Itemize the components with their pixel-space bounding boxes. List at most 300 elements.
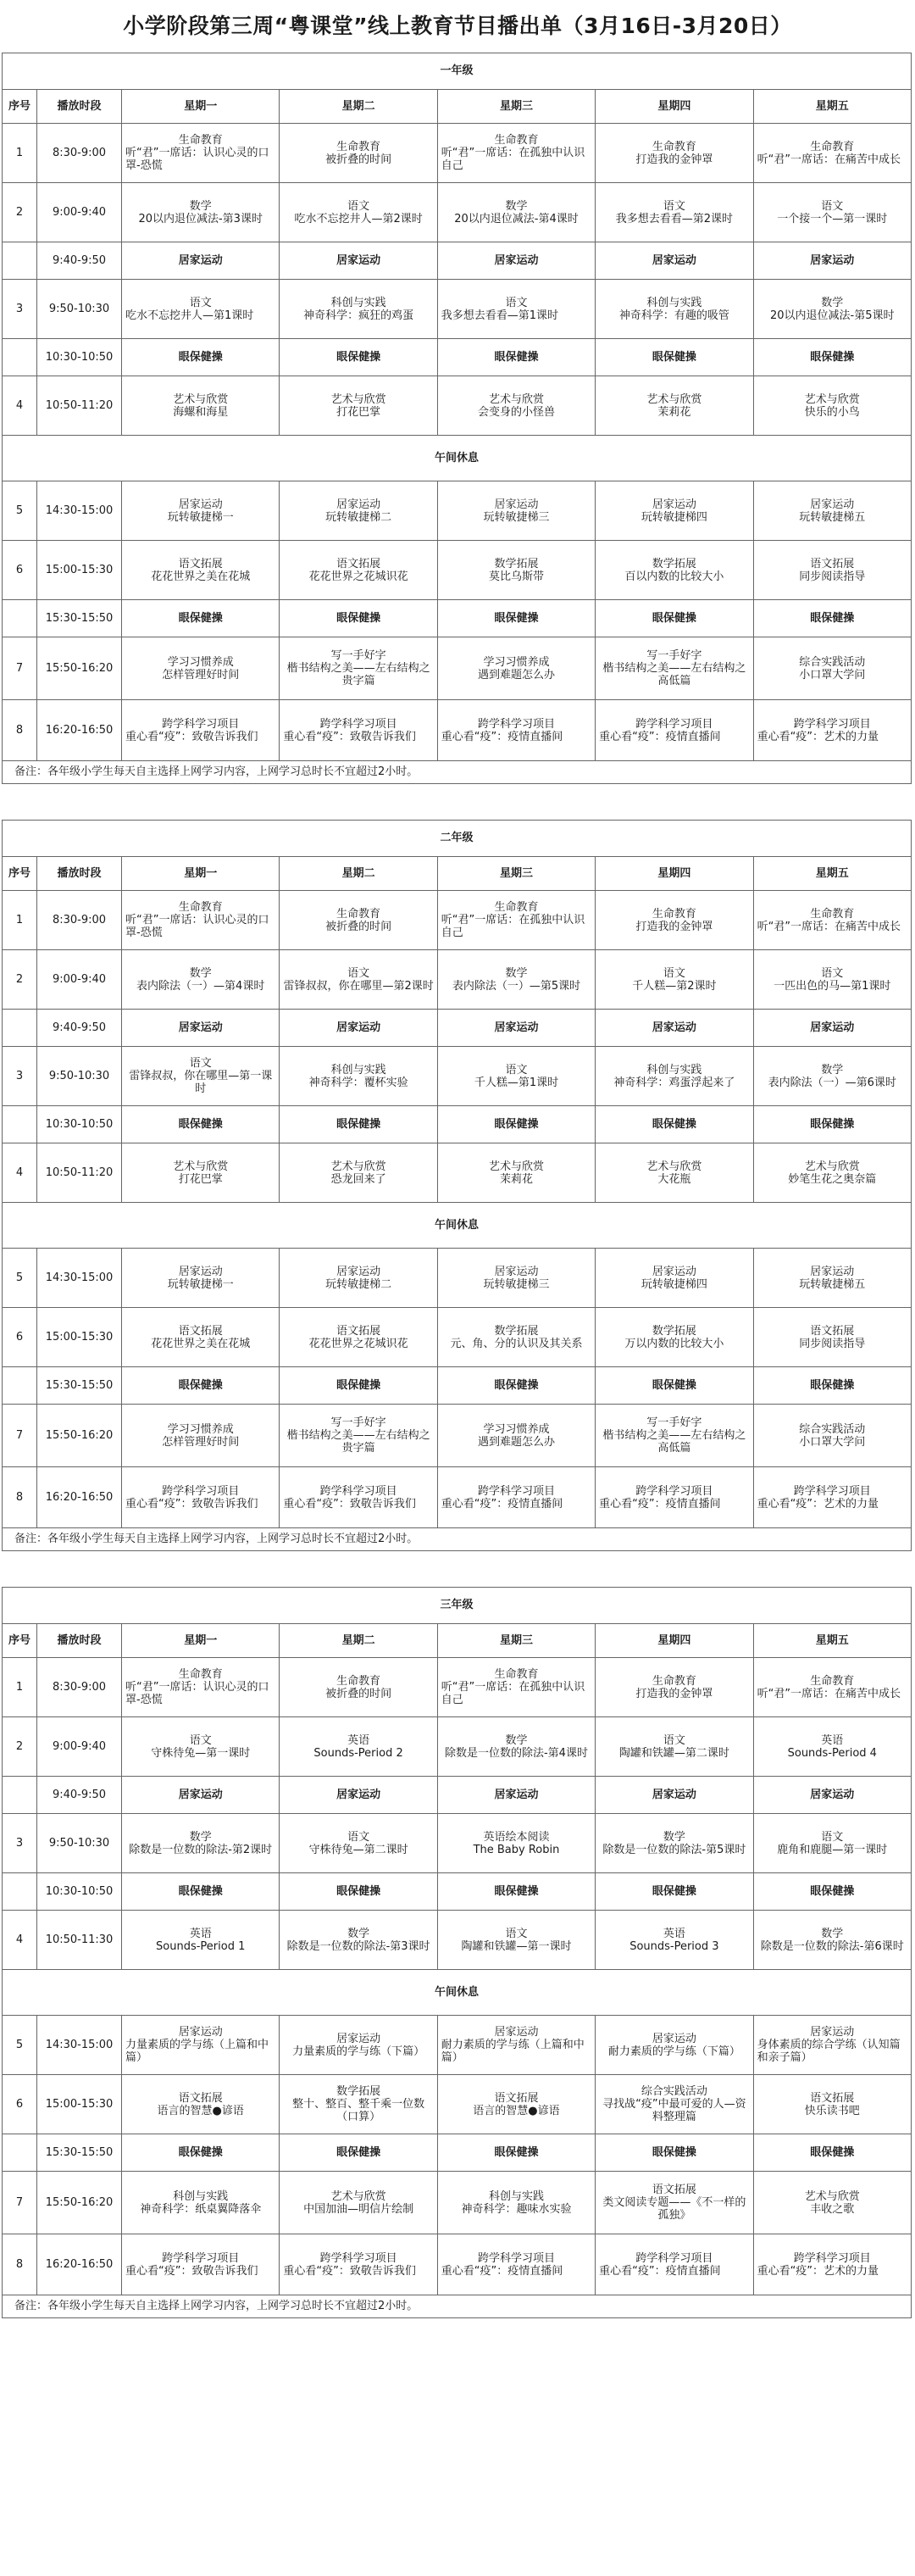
time-slot: 9:00-9:40 xyxy=(37,1717,122,1777)
lesson-cell xyxy=(753,1911,911,1970)
row-number: 3 xyxy=(3,1814,37,1873)
lesson-topic: 会变身的小怪兽 xyxy=(477,405,555,419)
lesson-topic: 小口罩大学问 xyxy=(799,1435,866,1449)
lesson-topic: 重心看“疫”：艺术的力量 xyxy=(757,730,879,743)
break-activity-name: 眼保健操 xyxy=(336,1379,381,1392)
lesson-topic: 中国加油—明信片绘制 xyxy=(303,2202,414,2216)
page-title: 小学阶段第三周“粤课堂”线上教育节目播出单（3月16日-3月20日） xyxy=(123,14,792,38)
lesson-row xyxy=(3,1717,912,1777)
row-number xyxy=(3,2134,37,2172)
lesson-cell xyxy=(596,2016,753,2075)
lesson-row xyxy=(3,891,912,950)
break-activity-cell xyxy=(280,1367,437,1405)
subject-name: 居家运动 xyxy=(178,1265,223,1278)
grade-section xyxy=(2,1587,912,2318)
lesson-row xyxy=(3,2016,912,2075)
lesson-topic: 神奇科学：趣味水实验 xyxy=(461,2202,572,2216)
lesson-cell xyxy=(437,950,595,1010)
subject-name: 数学拓展 xyxy=(494,1324,539,1338)
lesson-row xyxy=(3,2234,912,2295)
subject-name: 数学拓展 xyxy=(336,2085,381,2098)
subject-name: 数学 xyxy=(505,966,528,980)
column-header: 星期五 xyxy=(753,90,911,124)
break-activity-cell xyxy=(280,1873,437,1911)
lesson-topic: 莫比乌斯带 xyxy=(488,570,544,583)
lesson-topic: 重心看“疫”：疫情直播间 xyxy=(441,2264,563,2278)
lesson-cell xyxy=(753,2075,911,2134)
lesson-row xyxy=(3,1047,912,1106)
break-activity-name: 居家运动 xyxy=(178,1789,223,1801)
lesson-topic: 耐力素质的学与练（下篇） xyxy=(607,2045,740,2058)
grade-section xyxy=(2,53,912,784)
lesson-cell xyxy=(280,1467,437,1528)
break-activity-name: 眼保健操 xyxy=(178,351,223,364)
lesson-cell xyxy=(122,950,280,1010)
subject-name: 学习习惯养成 xyxy=(167,655,234,669)
lesson-cell xyxy=(122,280,280,339)
subject-name: 跨学科学习项目 xyxy=(793,2251,871,2265)
lesson-cell xyxy=(596,1405,753,1467)
lesson-cell xyxy=(280,1405,437,1467)
lesson-cell xyxy=(753,637,911,700)
subject-name: 居家运动 xyxy=(494,2026,539,2039)
lesson-topic: 除数是一位数的除法-第3课时 xyxy=(286,1939,430,1953)
subject-name: 数学 xyxy=(189,199,212,213)
lesson-topic: 元、角、分的认识及其关系 xyxy=(450,1337,583,1350)
lesson-cell xyxy=(437,637,595,700)
subject-name: 艺术与欣赏 xyxy=(804,2189,860,2203)
note-text: 备注：各年级小学生每天自主选择上网学习内容，上网学习总时长不宜超过2小时。 xyxy=(2,1528,912,1551)
break-activity-cell xyxy=(753,339,911,376)
subject-name: 跨学科学习项目 xyxy=(477,2251,555,2265)
subject-name: 生命教育 xyxy=(810,1674,855,1688)
row-number: 1 xyxy=(3,1658,37,1717)
lesson-topic: 怎样管理好时间 xyxy=(162,668,240,682)
grade-title: 一年级 xyxy=(2,53,912,89)
subject-name: 跨学科学习项目 xyxy=(477,717,555,731)
lesson-topic: 守株待兔—第二课时 xyxy=(308,1843,408,1856)
row-number xyxy=(3,1010,37,1047)
time-slot: 10:30-10:50 xyxy=(37,1873,122,1911)
subject-name: 艺术与欣赏 xyxy=(173,392,229,406)
subject-name: 数学 xyxy=(189,1830,212,1844)
break-activity-name: 眼保健操 xyxy=(652,1118,696,1131)
time-slot: 9:50-10:30 xyxy=(37,1814,122,1873)
lesson-topic: 神奇科学：纸桌翼降落伞 xyxy=(140,2202,262,2216)
subject-name: 跨学科学习项目 xyxy=(319,1484,397,1498)
subject-name: 数学 xyxy=(663,1830,685,1844)
lesson-cell xyxy=(437,2234,595,2295)
break-activity-cell xyxy=(437,242,595,280)
lesson-topic: Sounds-Period 4 xyxy=(787,1746,877,1760)
lesson-topic: 打花巴掌 xyxy=(178,1172,223,1186)
break-activity-cell xyxy=(437,2134,595,2172)
lesson-topic: 除数是一位数的除法-第2课时 xyxy=(129,1843,273,1856)
lesson-cell xyxy=(753,1143,911,1203)
header-row xyxy=(3,857,912,891)
lesson-cell xyxy=(122,124,280,183)
lesson-cell xyxy=(596,1047,753,1106)
subject-name: 语文 xyxy=(347,199,370,213)
subject-name: 语文 xyxy=(505,1063,528,1077)
lesson-topic: 整十、整百、整千乘一位数（口算） xyxy=(292,2098,425,2123)
subject-name: 生命教育 xyxy=(494,134,539,147)
lesson-topic: 力量素质的学与练（上篇和中篇） xyxy=(125,2039,269,2064)
row-number: 4 xyxy=(3,1911,37,1970)
row-number: 7 xyxy=(3,1405,37,1467)
row-number: 8 xyxy=(3,700,37,761)
lesson-cell xyxy=(280,950,437,1010)
column-header: 星期三 xyxy=(437,90,595,124)
subject-name: 居家运动 xyxy=(178,2026,223,2039)
subject-name: 生命教育 xyxy=(810,907,855,921)
lesson-topic: 打造我的金钟罩 xyxy=(635,1687,713,1700)
lesson-topic: 打造我的金钟罩 xyxy=(635,153,713,166)
lesson-topic: 楷书结构之美——左右结构之贵字篇 xyxy=(286,662,430,687)
subject-name: 科创与实践 xyxy=(173,2189,229,2203)
lesson-cell xyxy=(753,1249,911,1308)
break-activity-cell xyxy=(753,242,911,280)
subject-name: 居家运动 xyxy=(810,1265,855,1278)
lesson-cell xyxy=(280,280,437,339)
lesson-topic: Sounds-Period 2 xyxy=(313,1746,403,1760)
section-gap xyxy=(0,784,915,820)
lesson-cell xyxy=(280,891,437,950)
lesson-cell xyxy=(122,1143,280,1203)
lesson-cell xyxy=(437,1467,595,1528)
lesson-topic: 玩转敏捷梯一 xyxy=(167,510,234,524)
row-number xyxy=(3,339,37,376)
lesson-topic: 耐力素质的学与练（上篇和中篇） xyxy=(441,2039,585,2064)
lesson-cell xyxy=(437,700,595,761)
lesson-cell xyxy=(280,2172,437,2234)
lesson-topic: 千人糕—第1课时 xyxy=(474,1076,559,1089)
lesson-cell xyxy=(122,1047,280,1106)
subject-name: 艺术与欣赏 xyxy=(330,392,386,406)
row-number: 6 xyxy=(3,541,37,600)
lesson-cell xyxy=(122,2075,280,2134)
row-number: 2 xyxy=(3,183,37,242)
subject-name: 居家运动 xyxy=(652,2032,696,2045)
break-activity-cell xyxy=(122,339,280,376)
noon-break-row xyxy=(3,1970,912,2016)
subject-name: 语文拓展 xyxy=(336,557,381,570)
break-activity-name: 眼保健操 xyxy=(810,2146,855,2159)
lesson-cell xyxy=(753,2016,911,2075)
break-activity-name: 眼保健操 xyxy=(178,1118,223,1131)
lesson-cell xyxy=(280,1911,437,1970)
break-activity-cell xyxy=(437,1777,595,1814)
subject-name: 居家运动 xyxy=(810,2026,855,2039)
row-number xyxy=(3,1873,37,1911)
column-header: 星期一 xyxy=(122,1624,280,1658)
lesson-topic: 听“君”一席话：在孤独中认识自己 xyxy=(441,914,585,939)
break-activity-name: 居家运动 xyxy=(494,1021,539,1034)
time-slot: 10:50-11:30 xyxy=(37,1911,122,1970)
subject-name: 语文 xyxy=(663,1733,685,1747)
lesson-topic: 玩转敏捷梯四 xyxy=(640,510,707,524)
subject-name: 艺术与欣赏 xyxy=(804,1160,860,1173)
lesson-row xyxy=(3,1405,912,1467)
lesson-topic: 重心看“疫”：致敬告诉我们 xyxy=(283,2264,416,2278)
lesson-cell xyxy=(753,1658,911,1717)
subject-name: 数学拓展 xyxy=(494,557,539,570)
break-activity-cell xyxy=(122,242,280,280)
lesson-row xyxy=(3,280,912,339)
subject-name: 居家运动 xyxy=(810,498,855,511)
lesson-cell xyxy=(280,637,437,700)
subject-name: 语文拓展 xyxy=(810,2091,855,2105)
lesson-row xyxy=(3,2075,912,2134)
subject-name: 生命教育 xyxy=(494,901,539,914)
lesson-cell xyxy=(122,1911,280,1970)
time-slot: 10:50-11:20 xyxy=(37,376,122,436)
lesson-cell xyxy=(753,2172,911,2234)
break-activity-cell xyxy=(280,1777,437,1814)
subject-name: 语文 xyxy=(505,1927,528,1940)
lesson-topic: 遇到难题怎么办 xyxy=(477,1435,555,1449)
header-row xyxy=(3,1624,912,1658)
lesson-cell xyxy=(280,481,437,541)
subject-name: 科创与实践 xyxy=(330,1063,386,1077)
subject-name: 学习习惯养成 xyxy=(483,1422,550,1436)
subject-name: 跨学科学习项目 xyxy=(793,717,871,731)
subject-name: 学习习惯养成 xyxy=(167,1422,234,1436)
lesson-cell xyxy=(437,280,595,339)
break-activity-name: 居家运动 xyxy=(494,254,539,267)
lesson-cell xyxy=(753,1047,911,1106)
break-row xyxy=(3,2134,912,2172)
subject-name: 语文 xyxy=(505,296,528,309)
lesson-topic: 表内除法（一）—第6课时 xyxy=(768,1076,896,1089)
lesson-cell xyxy=(753,1814,911,1873)
break-activity-cell xyxy=(122,1367,280,1405)
section-gap xyxy=(0,1551,915,1587)
noon-break-row xyxy=(3,436,912,481)
lesson-cell xyxy=(753,541,911,600)
subject-name: 英语 xyxy=(189,1927,212,1940)
time-slot: 10:30-10:50 xyxy=(37,339,122,376)
subject-name: 数学 xyxy=(347,1927,370,1940)
subject-name: 语文 xyxy=(189,1733,212,1747)
lesson-topic: 玩转敏捷梯五 xyxy=(799,510,866,524)
row-number: 8 xyxy=(3,2234,37,2295)
time-slot: 15:30-15:50 xyxy=(37,1367,122,1405)
subject-name: 生命教育 xyxy=(652,907,696,921)
break-activity-name: 眼保健操 xyxy=(336,1885,381,1898)
lesson-topic: 重心看“疫”：疫情直播间 xyxy=(599,1497,721,1511)
subject-name: 数学 xyxy=(821,1927,844,1940)
lesson-topic: 寻找战“疫”中最可爱的人—资料整理篇 xyxy=(602,2098,746,2123)
time-slot: 15:50-16:20 xyxy=(37,1405,122,1467)
break-activity-name: 眼保健操 xyxy=(494,1118,539,1131)
lesson-topic: 千人糕—第2课时 xyxy=(632,979,717,993)
lesson-topic: 遇到难题怎么办 xyxy=(477,668,555,682)
break-activity-name: 居家运动 xyxy=(652,1021,696,1034)
lesson-cell xyxy=(437,1658,595,1717)
break-activity-name: 眼保健操 xyxy=(178,1885,223,1898)
lesson-cell xyxy=(280,541,437,600)
break-activity-name: 眼保健操 xyxy=(336,2146,381,2159)
break-activity-name: 眼保健操 xyxy=(494,351,539,364)
lesson-topic: 神奇科学：鸡蛋浮起来了 xyxy=(613,1076,735,1089)
lesson-topic: 被折叠的时间 xyxy=(325,153,392,166)
subject-name: 语文 xyxy=(347,1830,370,1844)
lesson-cell xyxy=(280,1814,437,1873)
lesson-cell xyxy=(437,2172,595,2234)
lesson-cell xyxy=(437,1308,595,1367)
column-header: 星期五 xyxy=(753,1624,911,1658)
column-header: 序号 xyxy=(3,90,37,124)
time-slot: 16:20-16:50 xyxy=(37,1467,122,1528)
break-row xyxy=(3,339,912,376)
lesson-cell xyxy=(596,124,753,183)
time-slot: 10:30-10:50 xyxy=(37,1106,122,1143)
lesson-cell xyxy=(437,183,595,242)
lesson-topic: 怎样管理好时间 xyxy=(162,1435,240,1449)
column-header: 播放时段 xyxy=(37,90,122,124)
lesson-cell xyxy=(437,376,595,436)
subject-name: 跨学科学习项目 xyxy=(319,2251,397,2265)
lesson-cell xyxy=(280,183,437,242)
schedule-table xyxy=(2,89,912,761)
lesson-cell xyxy=(280,376,437,436)
lesson-cell xyxy=(753,183,911,242)
subject-name: 英语 xyxy=(821,1733,844,1747)
subject-name: 生命教育 xyxy=(178,1668,223,1681)
subject-name: 语文拓展 xyxy=(810,1324,855,1338)
lesson-cell xyxy=(122,376,280,436)
lesson-cell xyxy=(753,2234,911,2295)
subject-name: 跨学科学习项目 xyxy=(319,717,397,731)
subject-name: 生命教育 xyxy=(652,1674,696,1688)
lesson-topic: 神奇科学：有趣的吸管 xyxy=(618,309,729,322)
time-slot: 14:30-15:00 xyxy=(37,481,122,541)
break-activity-name: 居家运动 xyxy=(652,1789,696,1801)
lesson-topic: Sounds-Period 1 xyxy=(156,1939,246,1953)
break-activity-name: 眼保健操 xyxy=(810,1885,855,1898)
subject-name: 生命教育 xyxy=(494,1668,539,1681)
lesson-cell xyxy=(122,700,280,761)
subject-name: 居家运动 xyxy=(652,498,696,511)
lesson-topic: 听“君”一席话：在痛苦中成长 xyxy=(757,153,901,166)
lesson-topic: 玩转敏捷梯二 xyxy=(325,1277,392,1291)
lesson-cell xyxy=(280,1047,437,1106)
lesson-topic: 语言的智慧●谚语 xyxy=(473,2104,560,2117)
lesson-topic: 重心看“疫”：疫情直播间 xyxy=(599,730,721,743)
column-header: 星期二 xyxy=(280,857,437,891)
lesson-topic: 重心看“疫”：艺术的力量 xyxy=(757,1497,879,1511)
subject-name: 生命教育 xyxy=(810,140,855,153)
lesson-cell xyxy=(437,481,595,541)
lesson-row xyxy=(3,1911,912,1970)
lesson-topic: 听“君”一席话：认识心灵的口罩-恐慌 xyxy=(125,147,269,172)
subject-name: 语文 xyxy=(821,1830,844,1844)
lesson-topic: 重心看“疫”：致敬告诉我们 xyxy=(125,1497,258,1511)
time-slot: 16:20-16:50 xyxy=(37,700,122,761)
subject-name: 数学 xyxy=(821,1063,844,1077)
subject-name: 综合实践活动 xyxy=(799,655,866,669)
grade-section xyxy=(2,820,912,1551)
break-activity-name: 眼保健操 xyxy=(810,612,855,625)
lesson-topic: 玩转敏捷梯五 xyxy=(799,1277,866,1291)
time-slot: 15:30-15:50 xyxy=(37,2134,122,2172)
lesson-cell xyxy=(122,541,280,600)
lesson-row xyxy=(3,481,912,541)
time-slot: 9:40-9:50 xyxy=(37,1010,122,1047)
lesson-topic: 花花世界之美在花城 xyxy=(151,570,251,583)
subject-name: 数学拓展 xyxy=(652,557,696,570)
column-header: 播放时段 xyxy=(37,857,122,891)
lesson-cell xyxy=(122,481,280,541)
lesson-topic: 吃水不忘挖井人—第2课时 xyxy=(294,212,423,225)
subject-name: 综合实践活动 xyxy=(640,2085,707,2098)
lesson-cell xyxy=(596,280,753,339)
time-slot: 16:20-16:50 xyxy=(37,2234,122,2295)
break-activity-cell xyxy=(280,339,437,376)
subject-name: 艺术与欣赏 xyxy=(646,1160,702,1173)
subject-name: 艺术与欣赏 xyxy=(330,2189,386,2203)
subject-name: 语文拓展 xyxy=(810,557,855,570)
lesson-row xyxy=(3,183,912,242)
lesson-topic: 楷书结构之美——左右结构之高低篇 xyxy=(602,1429,746,1455)
lesson-cell xyxy=(596,891,753,950)
subject-name: 语文拓展 xyxy=(652,2184,696,2196)
column-header: 星期一 xyxy=(122,857,280,891)
subject-name: 数学拓展 xyxy=(652,1324,696,1338)
lesson-topic: 重心看“疫”：艺术的力量 xyxy=(757,2264,879,2278)
row-number: 2 xyxy=(3,1717,37,1777)
break-activity-name: 居家运动 xyxy=(178,1021,223,1034)
column-header: 星期四 xyxy=(596,857,753,891)
break-activity-cell xyxy=(122,600,280,637)
row-number: 4 xyxy=(3,1143,37,1203)
break-activity-cell xyxy=(122,1873,280,1911)
break-row xyxy=(3,600,912,637)
lesson-cell xyxy=(596,1717,753,1777)
lesson-row xyxy=(3,1249,912,1308)
grade-title: 二年级 xyxy=(2,821,912,856)
noon-break-label: 午间休息 xyxy=(3,1970,912,2016)
lesson-topic: 被折叠的时间 xyxy=(325,1687,392,1700)
lesson-topic: 守株待兔—第一课时 xyxy=(151,1746,251,1760)
lesson-topic: 重心看“疫”：致敬告诉我们 xyxy=(125,730,258,743)
schedule-table xyxy=(2,1623,912,2295)
break-activity-cell xyxy=(437,1367,595,1405)
lesson-topic: 类文阅读专题——《不一样的孤独》 xyxy=(602,2196,746,2222)
row-number: 4 xyxy=(3,376,37,436)
break-activity-name: 居家运动 xyxy=(810,1789,855,1801)
break-activity-cell xyxy=(753,600,911,637)
break-activity-name: 眼保健操 xyxy=(336,612,381,625)
lesson-topic: 玩转敏捷梯二 xyxy=(325,510,392,524)
lesson-topic: 20以内退位减法-第4课时 xyxy=(454,212,579,225)
row-number: 7 xyxy=(3,2172,37,2234)
break-activity-name: 眼保健操 xyxy=(652,1885,696,1898)
subject-name: 生命教育 xyxy=(336,1674,381,1688)
subject-name: 跨学科学习项目 xyxy=(162,1484,240,1498)
lesson-cell xyxy=(437,1814,595,1873)
subject-name: 语文拓展 xyxy=(336,1324,381,1338)
break-activity-name: 居家运动 xyxy=(336,1021,381,1034)
row-number: 8 xyxy=(3,1467,37,1528)
break-activity-name: 眼保健操 xyxy=(178,2146,223,2159)
note-text: 备注：各年级小学生每天自主选择上网学习内容，上网学习总时长不宜超过2小时。 xyxy=(2,761,912,784)
lesson-topic: 力量素质的学与练（下篇） xyxy=(292,2045,425,2058)
lesson-topic: 20以内退位减法-第5课时 xyxy=(770,309,895,322)
break-activity-name: 居家运动 xyxy=(810,254,855,267)
lesson-cell xyxy=(596,2234,753,2295)
